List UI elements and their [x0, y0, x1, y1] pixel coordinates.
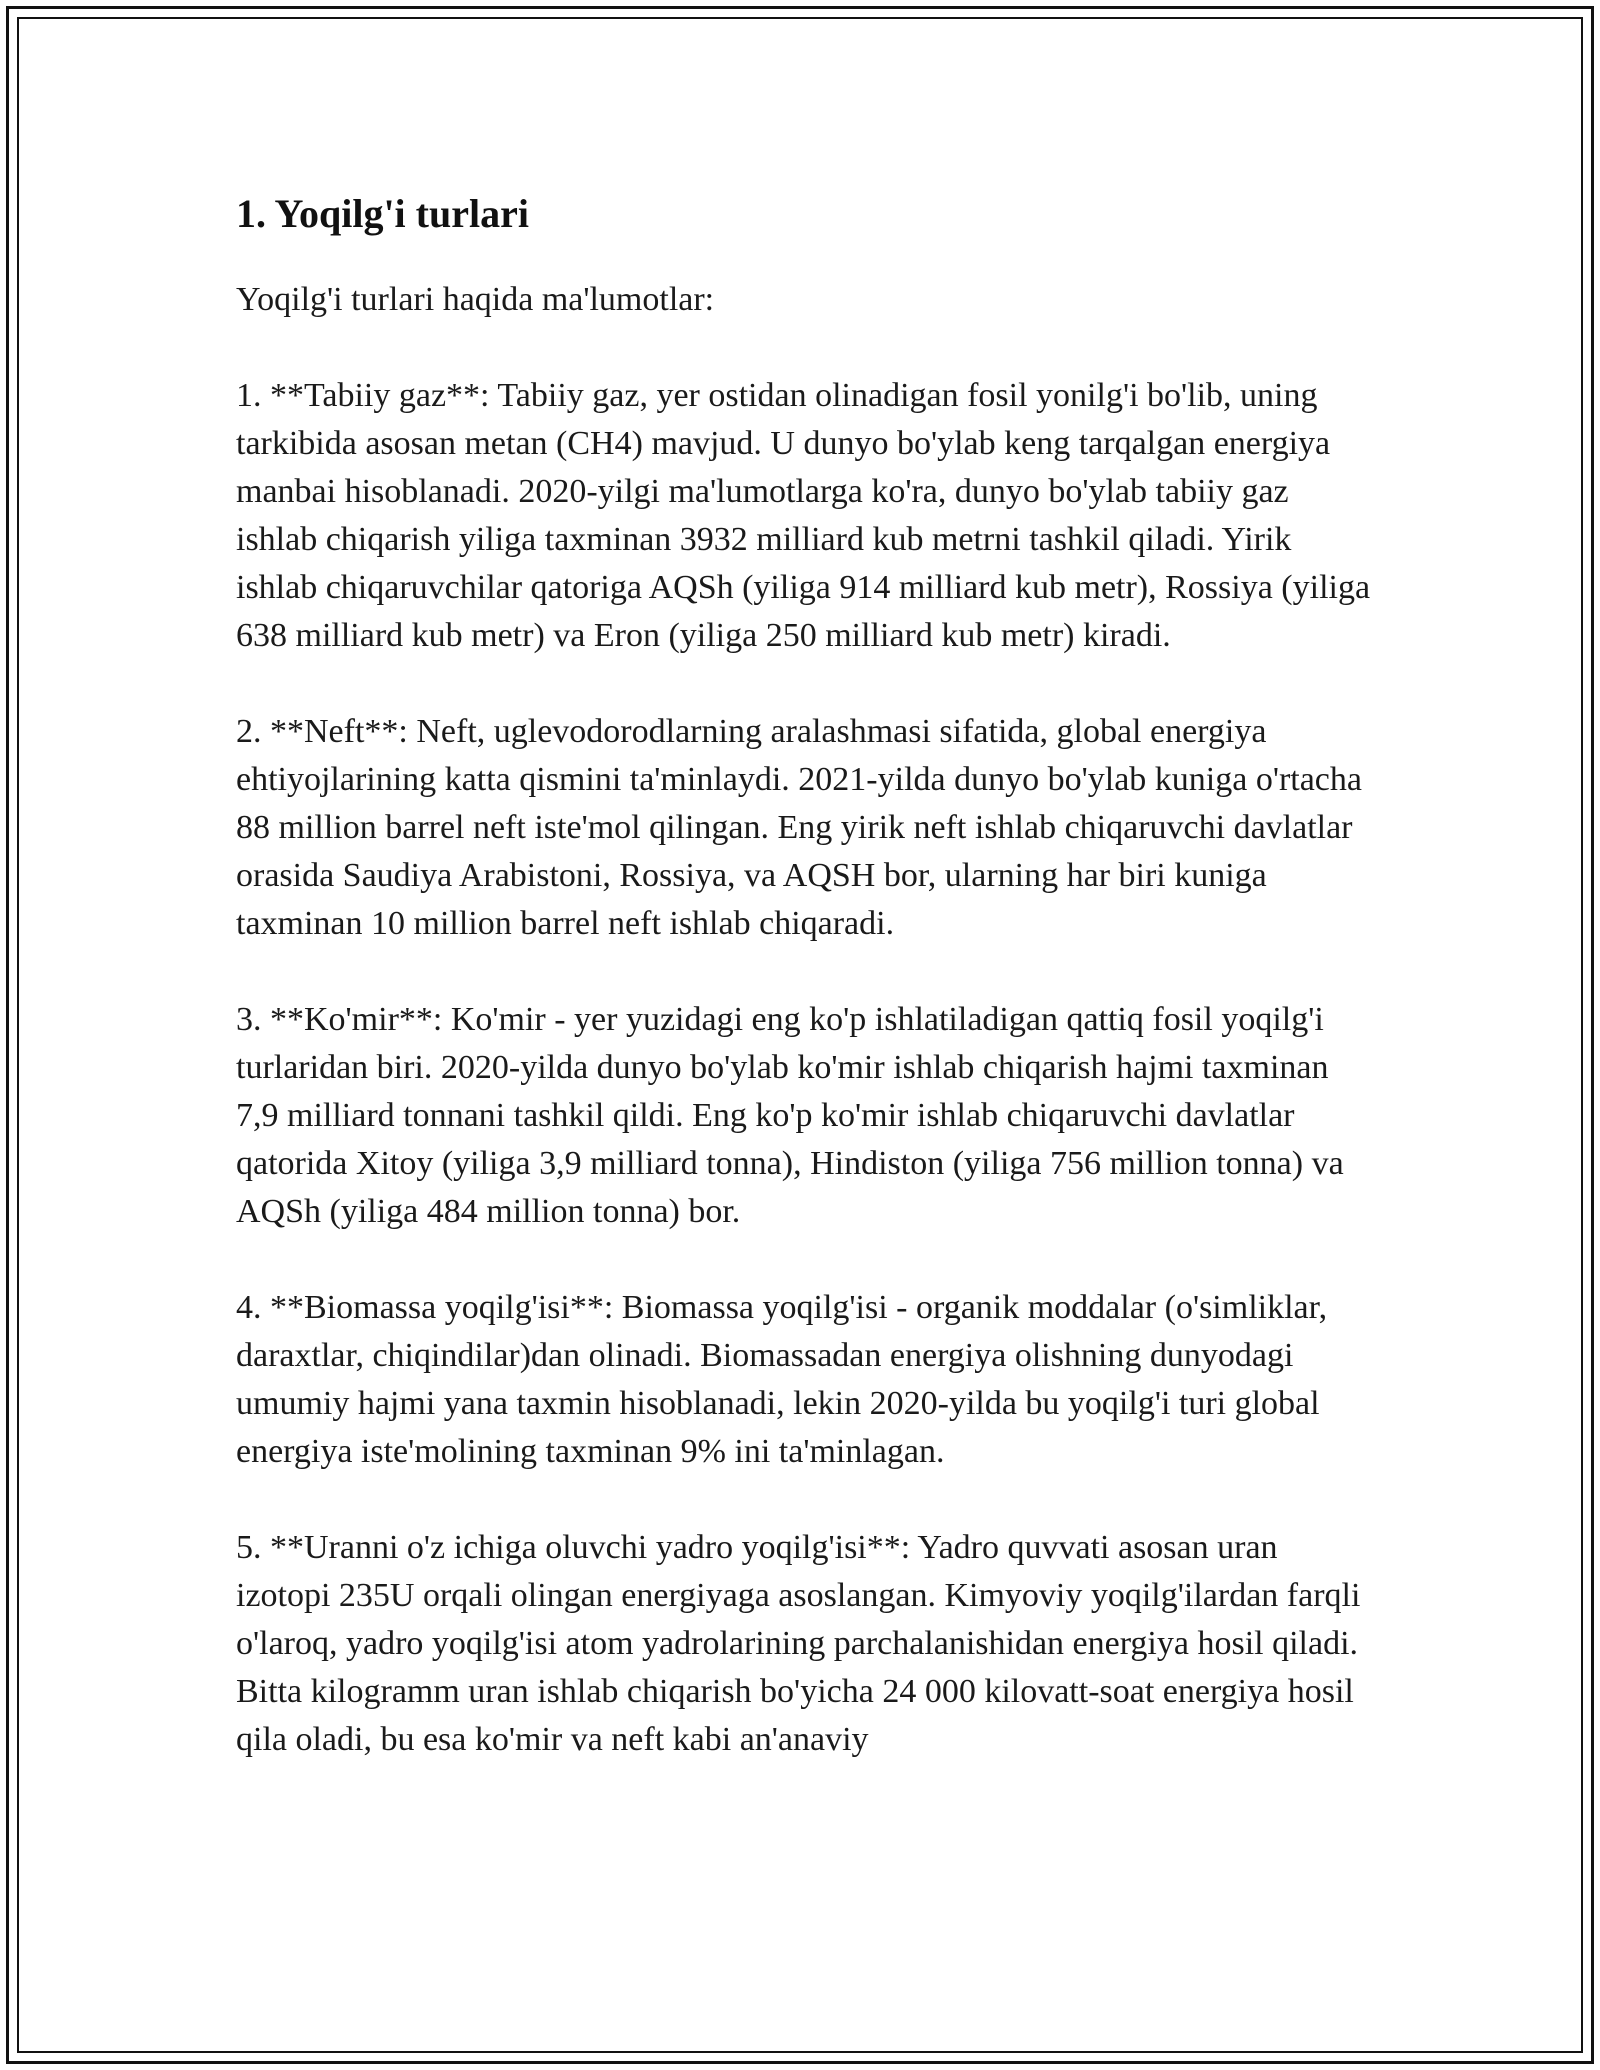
document-body: [236, 188, 1376, 1812]
paragraph-coal: 3. **Ko'mir**: Ko'mir - yer yuzidagi eng ko'p ishlatiladigan qattiq fosil yoqilg'i turlaridan biri. 2020-yilda dunyo bo'ylab ko'mir ishlab chiqarish hajmi taxminan 7,9 milliard tonnani tashkil qildi. Eng ko'p ko'mir ishlab chiqaruvchi davlatlar qatorida Xitoy (yiliga 3,9 milliard tonna), Hindiston (yiliga 756 million tonna) va AQSh (yiliga 484 million tonna) bor.: [236, 1001, 1344, 1230]
intro-text: Yoqilg'i turlari haqida ma'lumotlar:: [236, 281, 715, 318]
paragraph-natural-gas: 1. **Tabiiy gaz**: Tabiiy gaz, yer ostidan olinadigan fosil yonilg'i bo'lib, uning tarkibida asosan metan (CH4) mavjud. U dunyo bo'ylab keng tarqalgan energiya manbai hisoblanadi. 2020-yilgi ma'lumotlarga ko'ra, dunyo bo'ylab tabiiy gaz ishlab chiqarish yiliga taxminan 3932 milliard kub metrni tashkil qiladi. Yirik ishlab chiqaruvchilar qatoriga AQSh (yiliga 914 milliard kub metr), Rossiya (yiliga 638 milliard kub metr) va Eron (yiliga 250 milliard kub metr) kiradi.: [236, 377, 1371, 654]
paragraph-oil: 2. **Neft**: Neft, uglevodorodlarning aralashmasi sifatida, global energiya ehtiyojlarining katta qismini ta'minlaydi. 2021-yilda dunyo bo'ylab kuniga o'rtacha 88 million barrel neft iste'mol qilingan. Eng yirik neft ishlab chiqaruvchi davlatlar orasida Saudiya Arabistoni, Rossiya, va AQSH bor, ularning har biri kuniga taxminan 10 million barrel neft ishlab chiqaradi.: [236, 713, 1362, 942]
paragraph-nuclear: 5. **Uranni o'z ichiga oluvchi yadro yoqilg'isi**: Yadro quvvati asosan uran izotopi 235U orqali olingan energiyaga asoslangan. Kimyoviy yoqilg'ilardan farqli o'laroq, yadro yoqilg'isi atom yadrolarining parchalanishidan energiya hosil qiladi. Bitta kilogramm uran ishlab chiqarish bo'yicha 24 000 kilovatt-soat energiya hosil qila oladi, bu esa ko'mir va neft kabi an'anaviy: [236, 1529, 1361, 1758]
paragraph-biomass: 4. **Biomassa yoqilg'isi**: Biomassa yoqilg'isi - organik moddalar (o'simliklar, daraxtlar, chiqindilar)dan olinadi. Biomassadan energiya olishning dunyodagi umumiy hajmi yana taxmin hisoblanadi, lekin 2020-yilda bu yoqilg'i turi global energiya iste'molining taxminan 9% ini ta'minlagan.: [236, 1289, 1328, 1470]
section-title: 1. Yoqilg'i turlari: [236, 191, 529, 236]
